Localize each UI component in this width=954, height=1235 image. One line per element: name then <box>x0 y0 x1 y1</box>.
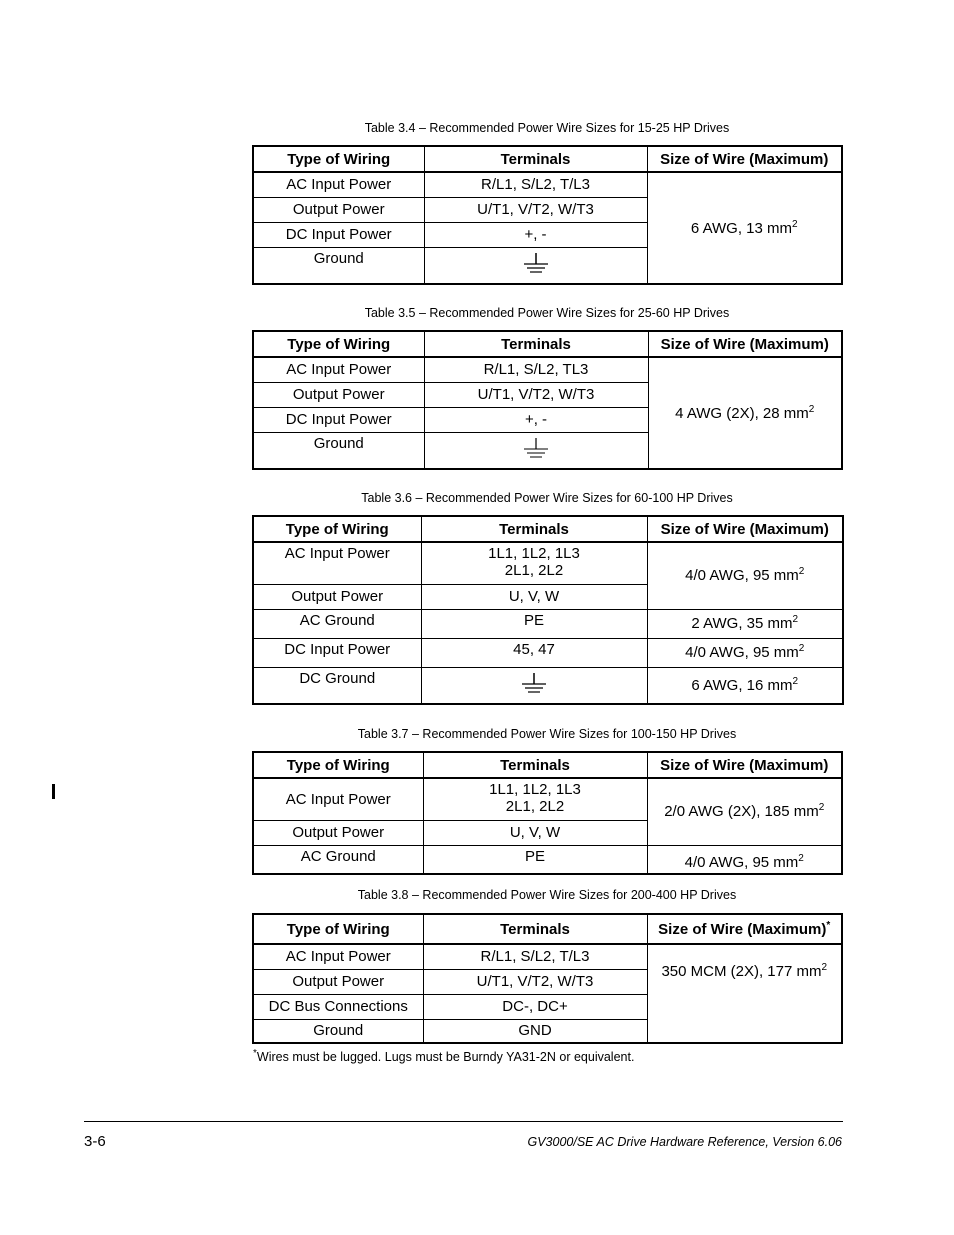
terminals-cell: GND <box>423 1019 647 1043</box>
table-3-8 <box>252 913 843 1044</box>
wiring-type-cell: DC Bus Connections <box>253 994 423 1019</box>
footer-rule <box>84 1121 843 1122</box>
ground-symbol-icon <box>521 251 551 275</box>
table-row <box>253 778 842 820</box>
terminals-line: 2L1, 2L2 <box>504 562 564 579</box>
table-row <box>253 357 842 382</box>
wiring-type-cell: Ground <box>253 1019 423 1043</box>
column-header: Terminals <box>424 331 648 357</box>
table-header-row <box>253 146 842 172</box>
column-header: Size of Wire (Maximum) <box>647 752 842 778</box>
wiring-type-cell: Output Power <box>253 820 423 845</box>
table-3-8-caption: Table 3.8 – Recommended Power Wire Sizes for 200-400 HP Drives <box>357 888 737 902</box>
column-header: Terminals <box>423 914 647 944</box>
table-3-4 <box>252 145 843 285</box>
wire-size-cell: 6 AWG, 16 $mm^2$ <box>647 667 843 704</box>
wire-size-cell: 2 AWG, 35 $mm^2$ <box>647 609 843 638</box>
table-3-5-caption: Table 3.5 – Recommended Power Wire Sizes for 25-60 HP Drives <box>364 306 730 320</box>
table-3-6-caption: Table 3.6 – Recommended Power Wire Sizes for 60-100 HP Drives <box>361 491 733 505</box>
terminals-cell: U, V, W <box>421 584 647 609</box>
wiring-type-cell: AC Input Power <box>253 357 424 382</box>
column-header: Size of Wire (Maximum) <box>647 516 843 542</box>
wiring-type-cell: DC Input Power <box>253 638 421 667</box>
wiring-type-cell: Output Power <box>253 584 421 609</box>
footnote-marker: * <box>253 1047 257 1059</box>
terminals-cell: +, - <box>424 222 647 247</box>
column-header: Type of Wiring <box>253 752 423 778</box>
wiring-type-cell: AC Ground <box>253 609 421 638</box>
terminals-cell: U/T1, V/T2, W/T3 <box>424 382 648 407</box>
table-row <box>253 542 843 584</box>
wiring-type-cell: DC Input Power <box>253 407 424 432</box>
wire-size-cell: 2/0 AWG (2X), 185 $mm^2$ <box>647 778 842 845</box>
wiring-type-cell: DC Input Power <box>253 222 424 247</box>
wiring-type-cell: Output Power <box>253 197 424 222</box>
ground-symbol-icon <box>519 671 549 695</box>
wire-size-cell: 4/0 AWG, 95 $mm^2$ <box>647 542 843 609</box>
table-3-7 <box>252 751 843 875</box>
page-number: 3-6 <box>84 1133 106 1150</box>
table-3-4-caption: Table 3.4 – Recommended Power Wire Sizes for 15-25 HP Drives <box>364 121 730 135</box>
footnote-text: Wires must be lugged. Lugs must be Burndy YA31-2N or equivalent. <box>256 1050 635 1064</box>
wiring-type-cell: AC Input Power <box>253 542 421 584</box>
table-header-row <box>253 516 843 542</box>
terminals-cell: R/L1, S/L2, T/L3 <box>424 172 647 197</box>
wiring-type-cell: AC Ground <box>253 845 423 874</box>
footnote <box>253 1047 635 1064</box>
terminals-cell <box>424 432 648 469</box>
wiring-type-cell: Output Power <box>253 969 423 994</box>
wiring-type-cell: DC Ground <box>253 667 421 704</box>
terminals-cell: R/L1, S/L2, T/L3 <box>423 944 647 969</box>
table-row <box>253 667 843 704</box>
table-3-6 <box>252 515 844 705</box>
terminals-cell: R/L1, S/L2, TL3 <box>424 357 648 382</box>
column-header: Terminals <box>421 516 647 542</box>
column-header: Type of Wiring <box>253 516 421 542</box>
terminals-cell: DC-, DC+ <box>423 994 647 1019</box>
terminals-cell: 45, 47 <box>421 638 647 667</box>
terminals-cell: U/T1, V/T2, W/T3 <box>424 197 647 222</box>
column-header: Type of Wiring <box>253 146 424 172</box>
column-header: Size of Wire (Maximum)* <box>647 914 842 944</box>
terminals-cell <box>424 247 647 284</box>
terminals-cell <box>423 778 647 820</box>
terminals-cell <box>421 542 647 584</box>
footnote-marker: * <box>826 919 831 931</box>
column-header: Type of Wiring <box>253 331 424 357</box>
terminals-cell: PE <box>421 609 647 638</box>
table-row <box>253 172 842 197</box>
table-row <box>253 845 842 874</box>
wiring-type-cell: AC Input Power <box>253 778 423 820</box>
wiring-type-cell: Ground <box>253 247 424 284</box>
ground-symbol-icon <box>521 436 551 460</box>
terminals-cell: U, V, W <box>423 820 647 845</box>
wiring-type-cell: AC Input Power <box>253 944 423 969</box>
wiring-type-cell: Ground <box>253 432 424 469</box>
table-row <box>253 944 842 969</box>
wiring-type-cell: Output Power <box>253 382 424 407</box>
terminals-line: 1L1, 1L2, 1L3 <box>489 781 581 798</box>
column-header: Type of Wiring <box>253 914 423 944</box>
terminals-cell: +, - <box>424 407 648 432</box>
table-row <box>253 638 843 667</box>
wire-size-cell: 6 AWG, 13 $mm^2$ <box>647 172 842 284</box>
wire-size-cell: 4 AWG (2X), 28 $mm^2$ <box>648 357 842 469</box>
column-header: Terminals <box>423 752 647 778</box>
table-3-7-caption: Table 3.7 – Recommended Power Wire Sizes for 100-150 HP Drives <box>357 727 737 741</box>
wire-size-cell: 4/0 AWG, 95 $mm^2$ <box>647 845 842 874</box>
wire-size-cell: 4/0 AWG, 95 $mm^2$ <box>647 638 843 667</box>
wiring-type-cell: AC Input Power <box>253 172 424 197</box>
column-header: Size of Wire (Maximum) <box>647 146 842 172</box>
terminals-line: 2L1, 2L2 <box>505 798 565 815</box>
table-row <box>253 609 843 638</box>
column-header: Terminals <box>424 146 647 172</box>
footer-title: GV3000/SE AC Drive Hardware Reference, Version 6.06 <box>527 1135 842 1149</box>
column-header: Size of Wire (Maximum) <box>648 331 842 357</box>
terminals-cell: U/T1, V/T2, W/T3 <box>423 969 647 994</box>
wire-size-cell: 350 MCM (2X), 177 $mm^2$ <box>647 944 842 1043</box>
table-header-row <box>253 914 842 944</box>
change-bar <box>52 784 55 799</box>
table-header-row <box>253 752 842 778</box>
terminals-cell: PE <box>423 845 647 874</box>
table-header-row <box>253 331 842 357</box>
terminals-line: 1L1, 1L2, 1L3 <box>488 545 580 562</box>
terminals-cell <box>421 667 647 704</box>
table-3-5 <box>252 330 843 470</box>
